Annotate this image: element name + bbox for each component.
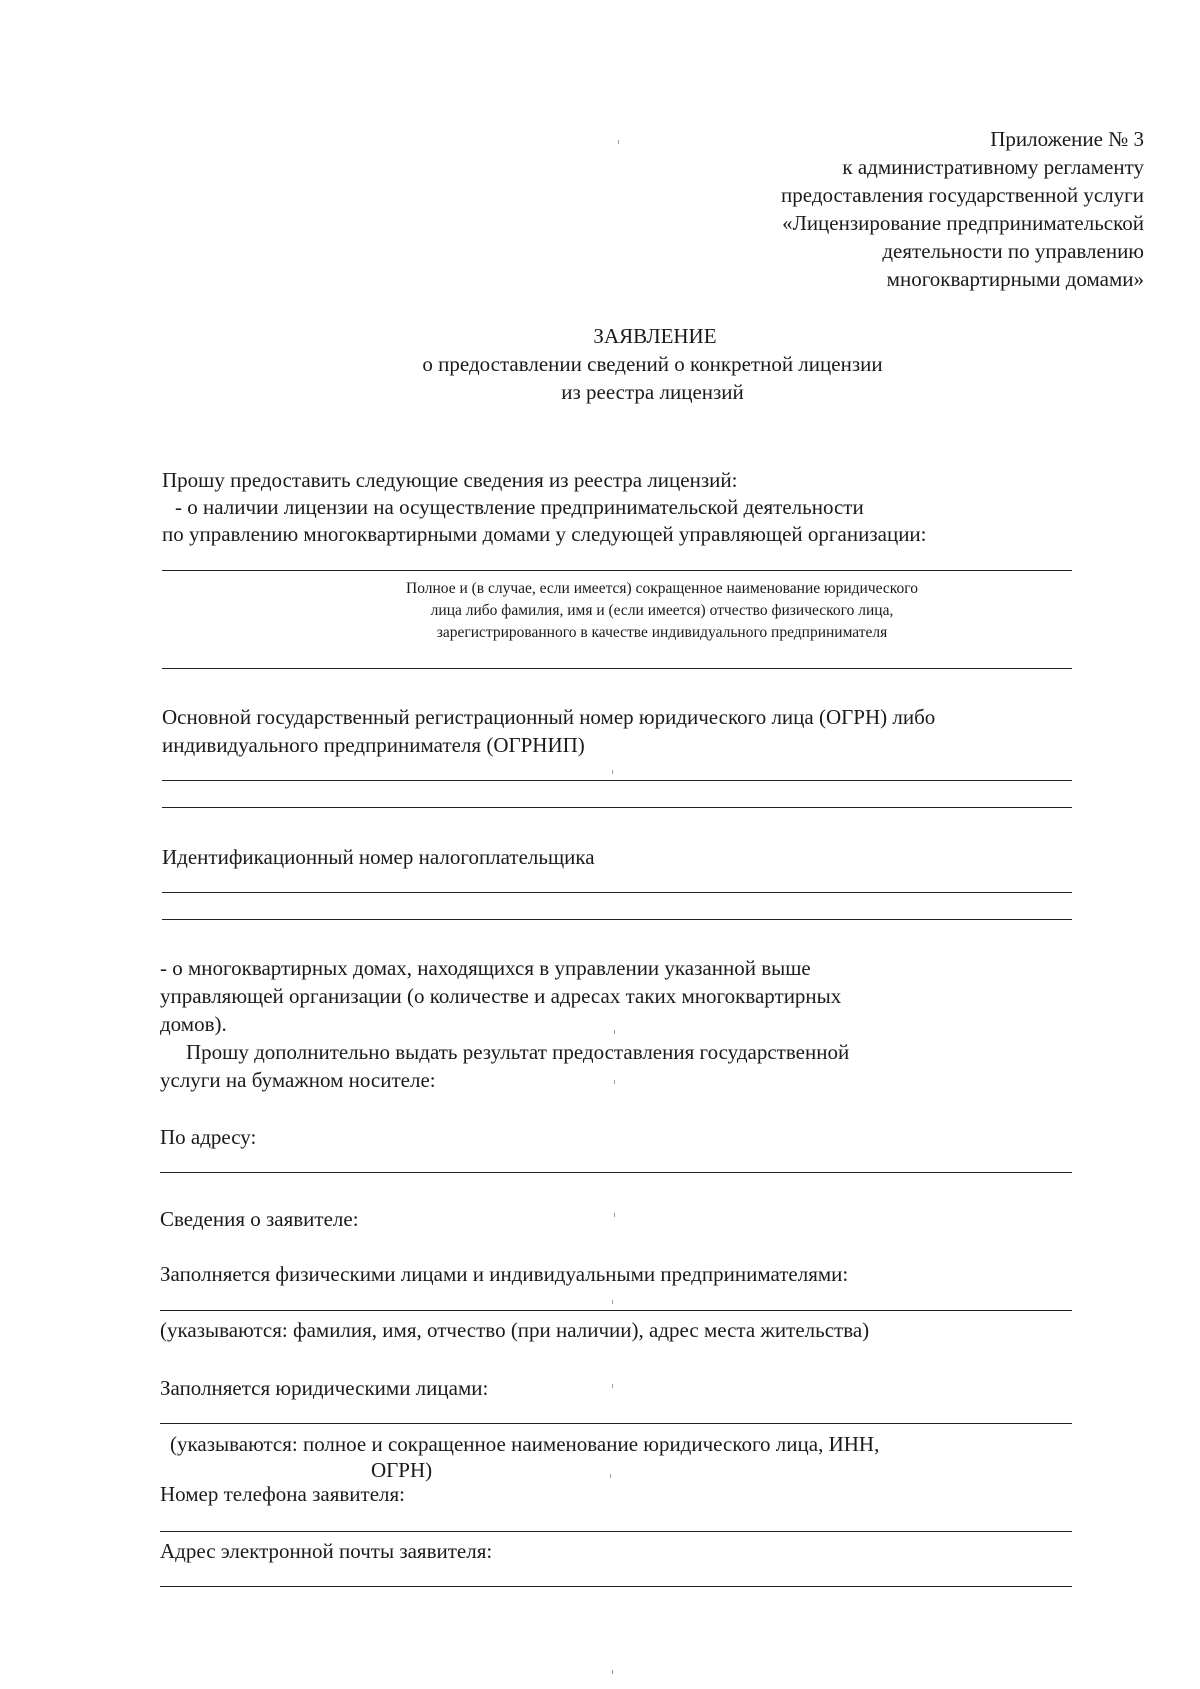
ogrn-field[interactable] — [162, 807, 1072, 808]
document-subtitle: о предоставлении сведений о конкретной лицензии — [422, 352, 883, 376]
request-intro: Прошу предоставить следующие сведения из реестра лицензий: — [162, 468, 738, 492]
ogrn-label: индивидуального предпринимателя (ОГРНИП) — [162, 733, 585, 757]
paper-request: услуги на бумажном носителе: — [160, 1068, 436, 1092]
legal-entity-hint: (указываются: полное и сокращенное наименование юридического лица, ИНН, — [170, 1432, 880, 1456]
legal-entity-field[interactable] — [160, 1423, 1072, 1424]
org-name-field[interactable] — [162, 570, 1072, 571]
email-label: Адрес электронной почты заявителя: — [160, 1539, 493, 1563]
ogrn-label: Основной государственный регистрационный номер юридического лица (ОГРН) либо — [162, 705, 936, 729]
request-item-houses: управляющей организации (о количестве и адресах таких многоквартирных — [160, 984, 842, 1008]
org-name-field[interactable] — [162, 668, 1072, 669]
request-item-houses: - о многоквартирных домах, находящихся в управлении указанной выше — [160, 956, 811, 980]
phone-label: Номер телефона заявителя: — [160, 1482, 405, 1506]
inn-field[interactable] — [162, 919, 1072, 920]
appendix-number: Приложение № 3 — [990, 127, 1144, 151]
inn-field[interactable] — [162, 892, 1072, 893]
org-name-hint: зарегистрированного в качестве индивидуального предпринимателя — [436, 624, 888, 641]
individuals-label: Заполняется физическими лицами и индивидуальными предпринимателями: — [160, 1262, 849, 1286]
request-item-licence: по управлению многоквартирными домами у следующей управляющей организации: — [162, 522, 927, 546]
individuals-hint: (указываются: фамилия, имя, отчество (при наличии), адрес места жительства) — [160, 1318, 870, 1342]
org-name-hint: лица либо фамилия, имя и (если имеется) отчество физического лица, — [430, 602, 894, 619]
document-title: ЗАЯВЛЕНИЕ — [593, 324, 717, 348]
scan-speck — [614, 1213, 615, 1217]
org-name-hint: Полное и (в случае, если имеется) сокращенное наименование юридического — [406, 580, 918, 597]
request-item-licence: - о наличии лицензии на осуществление предпринимательской деятельности — [175, 495, 864, 519]
appendix-line: многоквартирными домами» — [886, 267, 1144, 291]
scan-speck — [614, 1030, 615, 1034]
scan-speck — [614, 1080, 615, 1084]
scan-speck — [612, 1670, 613, 1674]
scan-speck — [610, 1474, 611, 1478]
applicant-heading: Сведения о заявителе: — [160, 1207, 359, 1231]
individuals-field[interactable] — [160, 1310, 1072, 1311]
address-label: По адресу: — [160, 1125, 257, 1149]
appendix-line: «Лицензирование предпринимательской — [782, 211, 1144, 235]
paper-request: Прошу дополнительно выдать результат предоставления государственной — [186, 1040, 850, 1064]
scan-speck — [618, 140, 619, 144]
inn-label: Идентификационный номер налогоплательщика — [162, 845, 595, 869]
address-field[interactable] — [160, 1172, 1072, 1173]
appendix-line: деятельности по управлению — [882, 239, 1144, 263]
document-subtitle: из реестра лицензий — [561, 380, 744, 404]
scan-speck — [612, 1300, 613, 1304]
request-item-houses: домов). — [160, 1012, 227, 1036]
scan-speck — [612, 770, 613, 774]
ogrn-field[interactable] — [162, 780, 1072, 781]
appendix-line: предоставления государственной услуги — [781, 183, 1144, 207]
legal-entity-hint: ОГРН) — [371, 1458, 433, 1482]
phone-field[interactable] — [160, 1531, 1072, 1532]
appendix-line: к административному регламенту — [842, 155, 1144, 179]
scan-speck — [612, 1384, 613, 1388]
legal-entity-label: Заполняется юридическими лицами: — [160, 1376, 489, 1400]
email-field[interactable] — [160, 1586, 1072, 1587]
